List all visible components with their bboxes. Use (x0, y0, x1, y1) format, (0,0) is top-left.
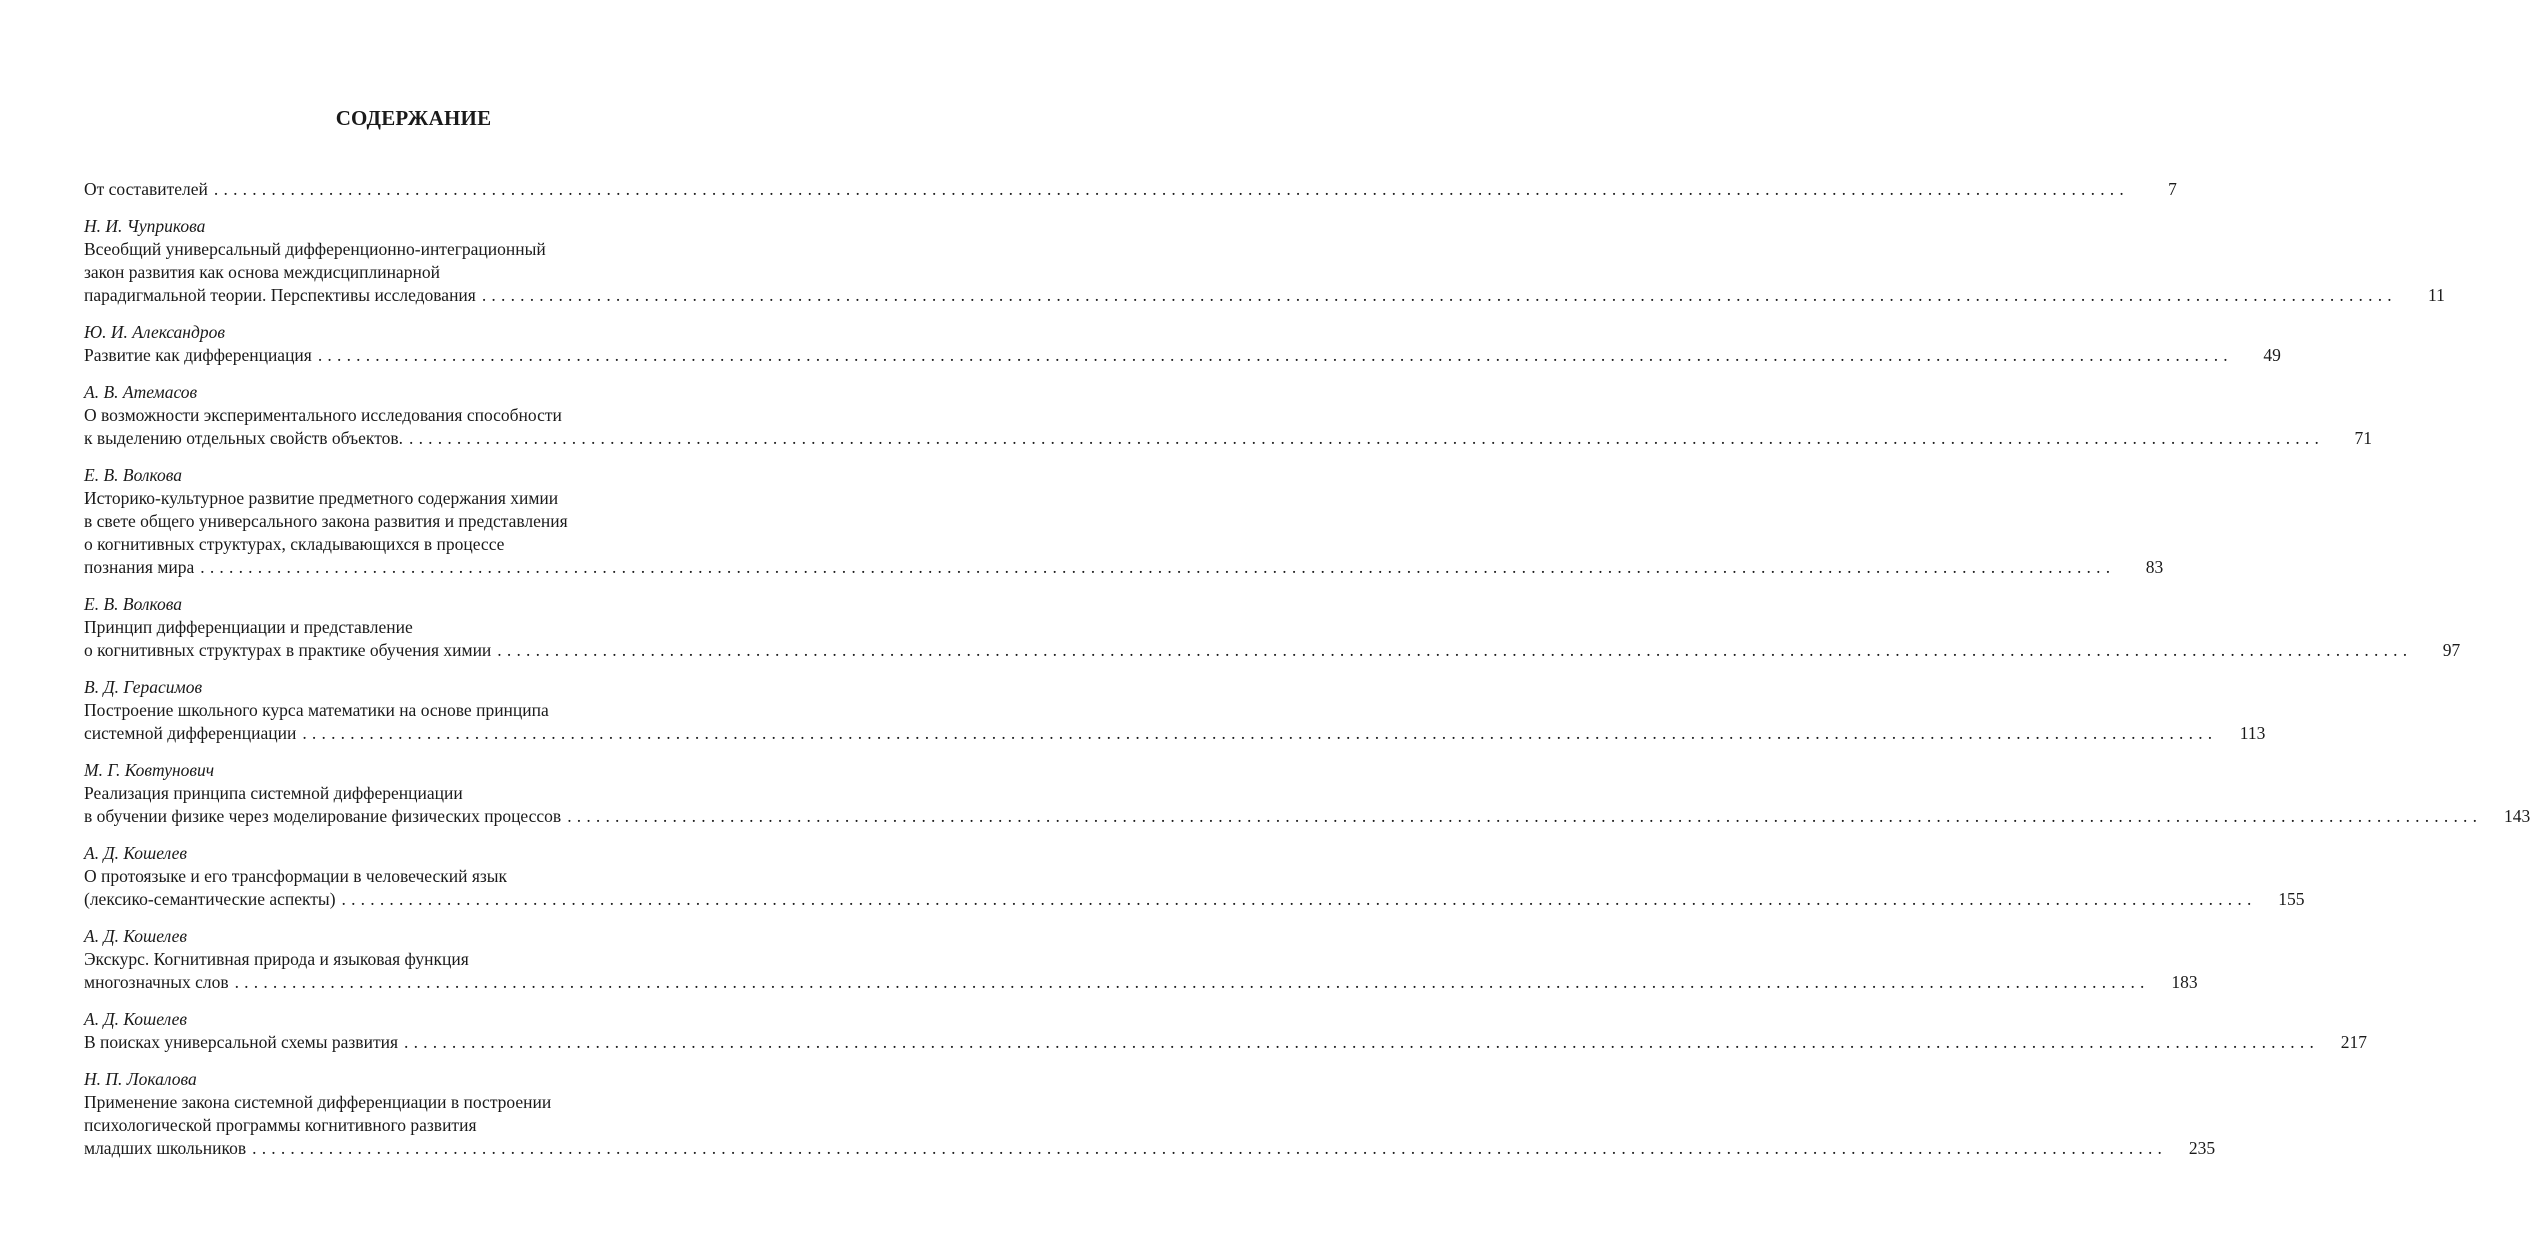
toc-title-last-line (84, 1031, 2368, 1054)
page-title: СОДЕРЖАНИЕ (335, 106, 492, 130)
toc-title-last-line (84, 722, 2266, 745)
toc-title-last-line (84, 888, 2305, 911)
toc-title-line: Реализация принципа системной дифференциации (84, 783, 463, 803)
page-number: 143 (2503, 806, 2530, 826)
toc-entry (84, 759, 2530, 828)
toc-author: Н. И. Чуприкова (84, 216, 206, 236)
toc-entry (84, 1068, 2216, 1160)
dot-leader: ........................................................................................................................................................................................................ (409, 428, 2325, 448)
toc-title-line: Экскурс. Когнитивная природа и языковая функция (84, 949, 469, 969)
toc-entry (84, 1008, 2368, 1054)
toc-author: М. Г. Ковтунович (84, 760, 215, 780)
toc-title-line: В поисках универсальной схемы развития (84, 1032, 399, 1052)
toc-author: А. В. Атемасов (84, 382, 198, 402)
dot-leader: ........................................................................................................................................................................................................ (404, 1032, 2320, 1052)
toc-author: А. Д. Кошелев (84, 843, 188, 863)
toc-title-line: От составителей (84, 179, 208, 199)
page-number: 183 (2171, 972, 2198, 992)
toc-title-line: парадигмальной теории. Перспективы исследования (84, 285, 476, 305)
toc-title-line: Применение закона системной дифференциации в построении (84, 1092, 552, 1112)
toc-title-last-line (84, 805, 2530, 828)
toc-author: Е. В. Волкова (84, 465, 183, 485)
toc-entry (84, 321, 2281, 367)
toc-title-last-line (84, 178, 2177, 201)
toc-title-line: в обучении физике через моделирование физических процессов (84, 806, 562, 826)
toc-title-line: психологической программы когнитивного развития (84, 1115, 477, 1135)
page-number: 217 (2340, 1032, 2368, 1052)
dot-leader: ........................................................................................................................................................................................................ (252, 1138, 2168, 1158)
dot-leader: ........................................................................................................................................................................................................ (213, 179, 2129, 199)
toc-title-line: младших школьников (84, 1138, 247, 1158)
toc-title-line: (лексико-семантические аспекты) (84, 889, 336, 909)
toc-entry (84, 464, 2164, 579)
toc-title-line: О возможности экспериментального исследования способности (84, 405, 562, 425)
toc-title-line: системной дифференциации (84, 723, 297, 743)
toc-author: А. Д. Кошелев (84, 1009, 188, 1029)
page-number: 71 (2354, 428, 2373, 448)
toc-title-last-line (84, 639, 2461, 662)
toc-title-line: к выделению отдельных свойств объектов. (84, 428, 404, 448)
toc-title-line: Построение школьного курса математики на основе принципа (84, 700, 549, 720)
page-number: 97 (2442, 640, 2461, 660)
toc-title-line: Принцип дифференциации и представление (84, 617, 413, 637)
toc-title-last-line (84, 427, 2373, 450)
dot-leader: ........................................................................................................................................................................................................ (481, 285, 2397, 305)
toc-title-last-line (84, 1137, 2216, 1160)
dot-leader: ........................................................................................................................................................................................................ (234, 972, 2150, 992)
page-number: 49 (2263, 345, 2281, 365)
toc-title-last-line (84, 344, 2281, 367)
toc-author: Н. П. Локалова (84, 1069, 197, 1089)
toc-entry (84, 381, 2373, 450)
dot-leader: ........................................................................................................................................................................................................ (567, 806, 2483, 826)
toc-author: А. Д. Кошелев (84, 926, 188, 946)
toc-title-line: о когнитивных структурах в практике обучения химии (84, 640, 492, 660)
dot-leader: ........................................................................................................................................................................................................ (317, 345, 2233, 365)
dot-leader: ........................................................................................................................................................................................................ (200, 557, 2116, 577)
page-number: 83 (2145, 557, 2164, 577)
toc-title-line: О протоязыке и его трансформации в человеческий язык (84, 866, 508, 886)
toc-title-last-line (84, 971, 2198, 994)
toc-title-line: о когнитивных структурах, складывающихся в процессе (84, 534, 505, 554)
toc-title-line: в свете общего универсального закона развития и представления (84, 511, 568, 531)
toc-title-line: познания мира (84, 557, 195, 577)
dot-leader: ........................................................................................................................................................................................................ (341, 889, 2257, 909)
toc-entry (84, 593, 2461, 662)
toc-title-line: Всеобщий универсальный дифференционно-интеграционный (84, 239, 546, 259)
toc-entry (84, 215, 2445, 307)
toc-entry (84, 842, 2305, 911)
toc-title-last-line (84, 284, 2445, 307)
page-number: 11 (2428, 285, 2445, 305)
toc-title-line: закон развития как основа междисциплинарной (84, 262, 440, 282)
page-number: 155 (2278, 889, 2305, 909)
toc-author: Е. В. Волкова (84, 594, 183, 614)
dot-leader: ........................................................................................................................................................................................................ (302, 723, 2218, 743)
toc-title-line: Историко-культурное развитие предметного содержания химии (84, 488, 559, 508)
toc-entry (84, 676, 2266, 745)
dot-leader: ........................................................................................................................................................................................................ (497, 640, 2413, 660)
table-of-contents (84, 178, 2530, 1174)
page-number: 7 (2168, 179, 2177, 199)
page-number: 235 (2188, 1138, 2216, 1158)
toc-title-last-line (84, 556, 2164, 579)
toc-entry (84, 925, 2198, 994)
toc-entry (84, 178, 2177, 201)
toc-title-line: Развитие как дифференциация (84, 345, 312, 365)
toc-author: Ю. И. Александров (84, 322, 225, 342)
page-number: 113 (2239, 723, 2266, 743)
toc-title-line: многозначных слов (84, 972, 229, 992)
toc-author: В. Д. Герасимов (84, 677, 203, 697)
